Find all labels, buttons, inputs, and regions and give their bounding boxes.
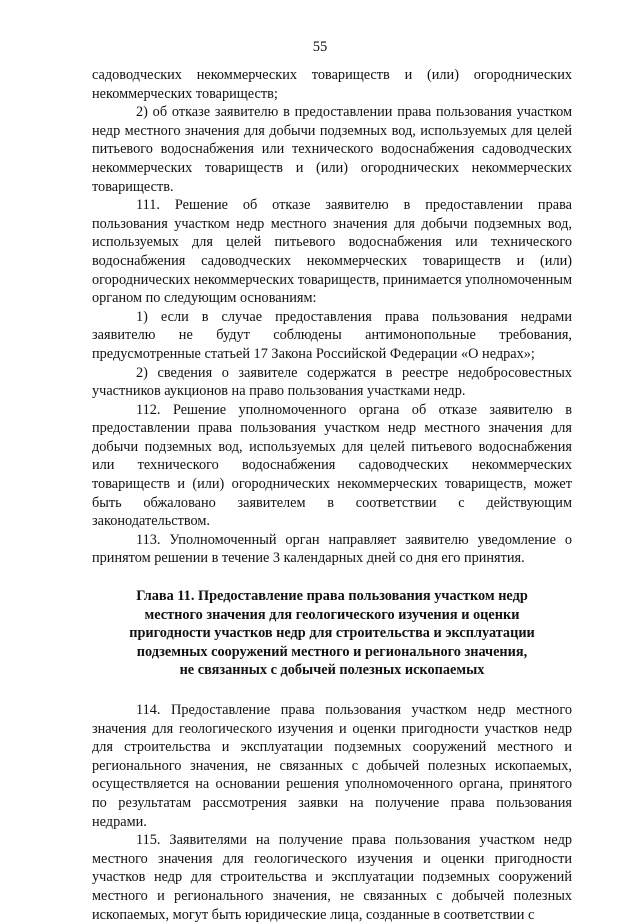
paragraph-115: 115. Заявителями на получение права пользования участком недр местного значения для геологического изучения и оценки пригодности участков недр для строительства и эксплуатации подземных сооружений местного и регионального значения, не связанных с добычей полезных ископаемых, могут быть юридические лица, созданные в соответствии с — [92, 832, 572, 923]
chapter-heading-line: пригодности участков недр для строительства и эксплуатации — [129, 625, 535, 642]
paragraph-112: 112. Решение уполномоченного органа об отказе заявителю в предоставлении права пользования участком недр местного значения для добычи подземных вод, используемых для целей питьевого водоснабжения или технического водоснабжения садоводческих некоммерческих товариществ и (или) огороднических некоммерческих товариществ, может быть обжаловано заявителем в соответствии с действующим законодательством. — [92, 401, 572, 530]
paragraph-111: 111. Решение об отказе заявителю в предоставлении права пользования участком недр местного значения для добычи подземных вод, используемых для целей питьевого водоснабжения или технического водоснабжения садоводческих некоммерческих товариществ и (или) огороднических некоммерческих товариществ, принимается уполномоченным органом по следующим основаниям: — [92, 197, 572, 307]
chapter-heading-line: Глава 11. Предоставление права пользования участком недр — [136, 588, 528, 605]
chapter-heading-line: подземных сооружений местного и регионального значения, — [136, 643, 528, 660]
chapter-heading — [92, 587, 572, 680]
paragraph-item-2: 2) об отказе заявителю в предоставлении права пользования участком недр местного значения для добычи подземных вод, используемых для целей питьевого водоснабжения или технического водоснабжения садоводческих некоммерческих товариществ и (или) огороднических некоммерческих товариществ. — [92, 104, 572, 195]
paragraph-114: 114. Предоставление права пользования участком недр местного значения для геологического изучения и оценки пригодности участков недр для строительства и эксплуатации подземных сооружений местного и регионального значения, не связанных с добычей полезных ископаемых, осуществляется на основании решения уполномоченного органа, принятого по результатам рассмотрения заявки на получение права пользования недрами. — [92, 702, 572, 830]
document-body — [92, 66, 572, 924]
paragraph-111-item-2: 2) сведения о заявителе содержатся в реестре недобросовестных участников аукционов на право пользования участками недр. — [92, 364, 572, 400]
paragraph-111-item-1: 1) если в случае предоставления права пользования недрами заявителю не будут соблюдены антимонопольные требования, предусмотренные статьей 17 Закона Российской Федерации «О недрах»; — [92, 308, 572, 362]
page-number: 55 — [312, 39, 328, 55]
paragraph-continuation: садоводческих некоммерческих товариществ и (или) огороднических некоммерческих товариществ; — [92, 67, 572, 102]
chapter-heading-line: не связанных с добычей полезных ископаемых — [179, 662, 485, 679]
chapter-heading-line: местного значения для геологического изучения и оценки — [144, 606, 520, 623]
paragraph-113: 113. Уполномоченный орган направляет заявителю уведомление о принятом решении в течение 3 календарных дней со дня его принятия. — [92, 531, 572, 567]
